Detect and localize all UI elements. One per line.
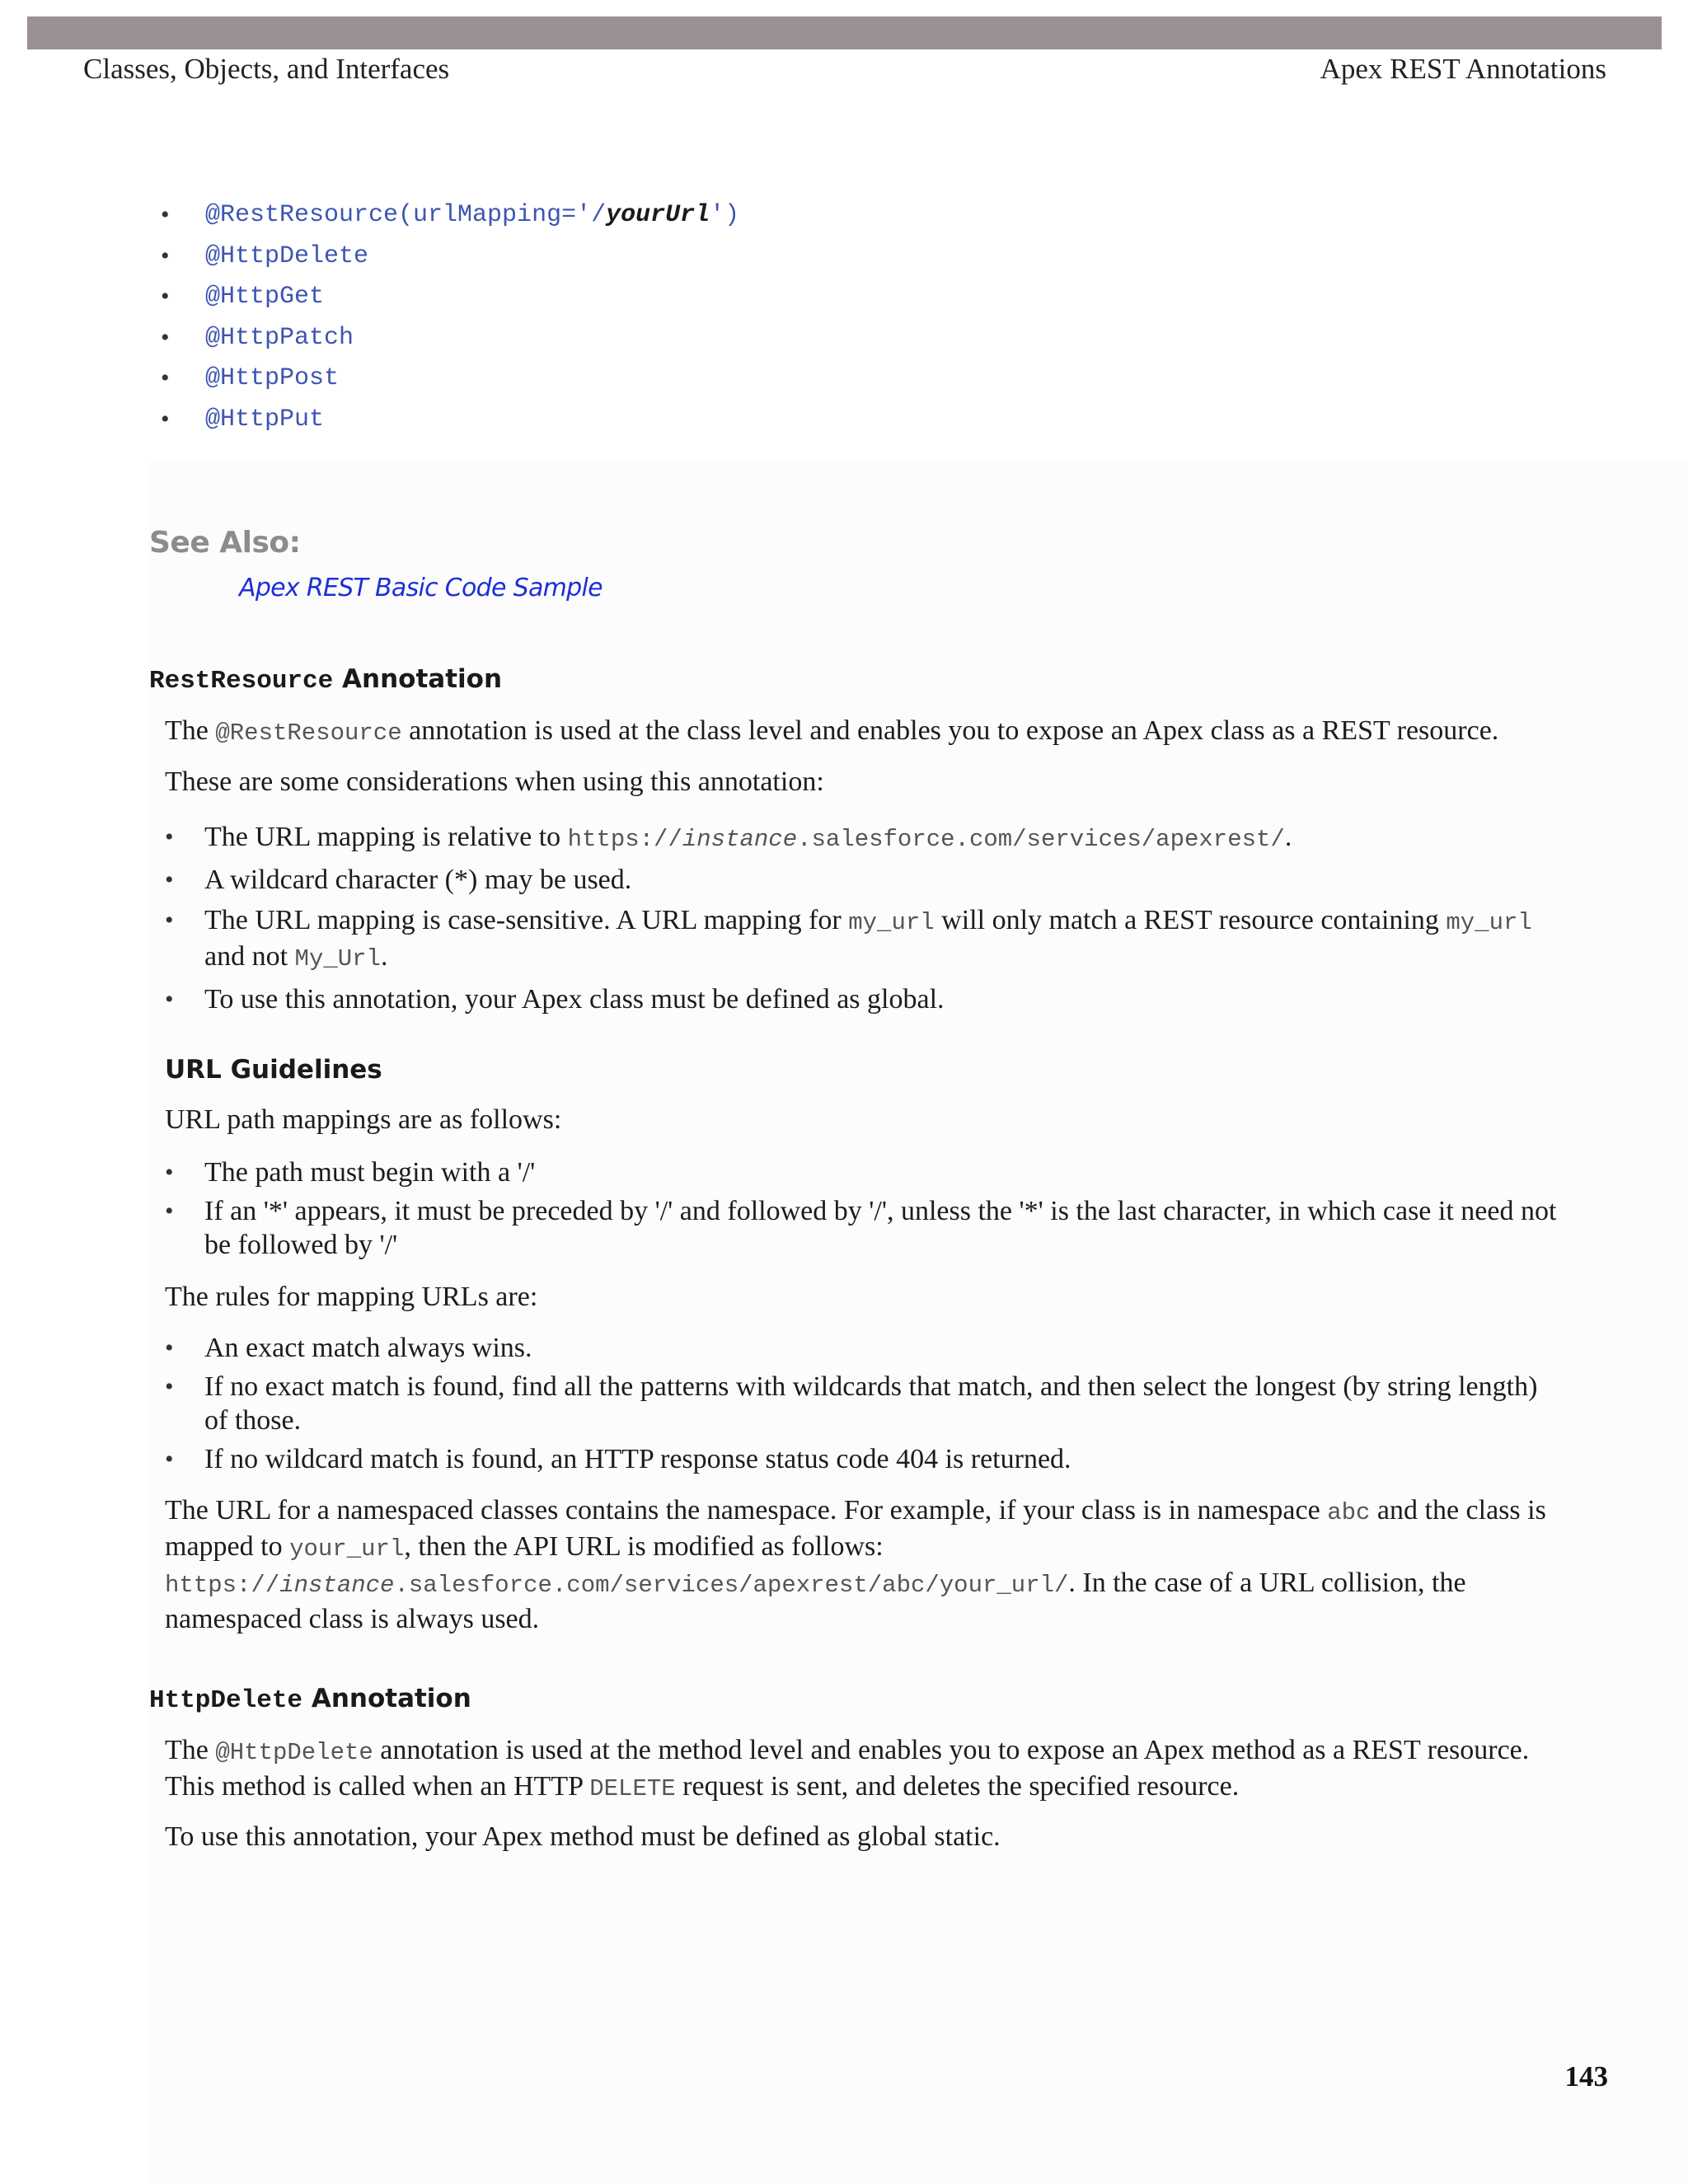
top-bar — [27, 16, 1662, 49]
page-number: 143 — [1564, 2060, 1608, 2093]
list-item: • A wildcard character (*) may be used. — [165, 863, 1558, 897]
list-item: • If no exact match is found, find all the patterns with wildcards that match, and then select the longest (by string length) of those. — [165, 1370, 1558, 1437]
running-header-right: Apex REST Annotations — [1320, 53, 1606, 85]
list-item: • The URL mapping is case-sensitive. A URL mapping for my_url will only match a REST resource containing my_url and not My_Url. — [165, 903, 1558, 976]
url-guidelines-intro: URL path mappings are as follows: — [165, 1104, 562, 1135]
annotation-list — [161, 198, 739, 443]
list-item[interactable]: • @HttpDelete — [161, 239, 739, 280]
considerations-intro: These are some considerations when using this annotation: — [165, 766, 824, 797]
list-item: • An exact match always wins. — [165, 1331, 1558, 1365]
httpdelete-heading: HttpDelete Annotation — [149, 1684, 471, 1715]
restresource-code: @RestResource(urlMapping= — [205, 201, 577, 229]
list-item[interactable]: • @RestResource(urlMapping='/yourUrl') — [161, 198, 739, 239]
list-item[interactable]: • @HttpGet — [161, 279, 739, 321]
restresource-heading: RestResource Annotation — [149, 664, 503, 696]
list-item: • The path must begin with a '/' — [165, 1155, 1558, 1189]
restresource-intro: The @RestResource annotation is used at the class level and enables you to expose an Apex class as a REST resource. — [165, 715, 1499, 747]
mapping-rules-list — [165, 1331, 1558, 1476]
list-item[interactable]: • @HttpPatch — [161, 321, 739, 362]
running-header-left: Classes, Objects, and Interfaces — [83, 53, 450, 85]
list-item: • To use this annotation, your Apex class must be defined as global. — [165, 982, 1558, 1016]
list-item[interactable]: • @HttpPost — [161, 361, 739, 402]
list-item: • The URL mapping is relative to https://instance.salesforce.com/services/apexrest/. — [165, 820, 1558, 856]
list-item[interactable]: • @HttpPut — [161, 402, 739, 443]
httpdelete-global-static: To use this annotation, your Apex method must be defined as global static. — [165, 1821, 1001, 1852]
httpdelete-paragraph: The @HttpDelete annotation is used at the method level and enables you to expose an Apex method as a REST resource. This method is called when an HTTP DELETE request is sent, and deletes the specified resource. — [165, 1735, 1530, 1802]
url-guidelines-heading: URL Guidelines — [165, 1055, 382, 1085]
see-also-title: See Also: — [149, 526, 301, 560]
path-rules-list — [165, 1155, 1558, 1262]
see-also-link[interactable]: Apex REST Basic Code Sample — [239, 574, 603, 602]
rules-intro: The rules for mapping URLs are: — [165, 1282, 538, 1312]
namespace-paragraph: The URL for a namespaced classes contains the namespace. For example, if your class is in namespace abc and the class is mapped to your_url, then the API URL is modified as follows: https://instance.salesforce.com/services/apexrest/abc/your_url/. In the case of a URL collision, the namespaced class is always used. — [165, 1495, 1546, 1634]
placeholder-your-url: yourUrl — [606, 201, 710, 229]
list-item: • If no wildcard match is found, an HTTP response status code 404 is returned. — [165, 1442, 1558, 1476]
list-item: • If an '*' appears, it must be preceded by '/' and followed by '/', unless the '*' is the last character, in which case it need not be followed by '/' — [165, 1194, 1558, 1262]
considerations-list — [165, 820, 1558, 1016]
